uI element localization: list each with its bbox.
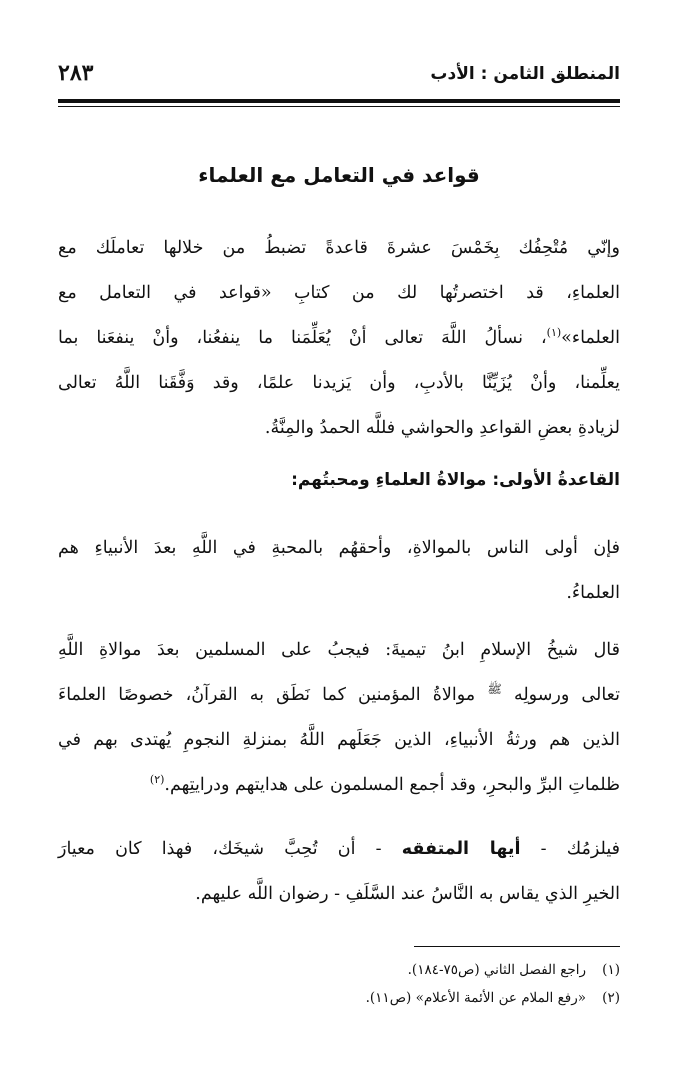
intro-line-5: لزيادةِ بعضِ القواعدِ والحواشي فللَّه الحمدُ والمِنَّةُ. <box>264 418 620 438</box>
closing-before: فيلزمُك - <box>540 839 620 859</box>
rule-one-line-1: فإن أولى الناس بالموالاةِ، وأحقهُم بالمحبةِ في اللَّهِ بعدَ الأنبياءِ هم <box>58 538 620 558</box>
closing-bold-phrase: أيها المتفقه <box>401 839 521 859</box>
running-head <box>58 58 620 92</box>
footnote-2-number: (٢) <box>602 990 620 1006</box>
intro-line-1: وإنّي مُتْحِفُك بِخَمْسَ عشرةَ قاعدةً تضبطُ من خلالها تعاملَك مع <box>58 238 620 258</box>
footnote-1-number: (١) <box>602 962 620 978</box>
footnotes <box>58 956 620 1012</box>
intro-paragraph <box>58 226 620 451</box>
closing-paragraph <box>58 827 620 917</box>
quote-line-4 <box>58 763 620 808</box>
header-rule-thick <box>58 99 620 103</box>
intro-line-3b: ، نسألُ اللَّهَ تعالى أنْ يُعَلِّمَنا ما ينفعُنا، وأنْ ينفعَنا بما <box>58 328 547 348</box>
closing-after: - أن تُحِبَّ شيخَك، فهذا كان معيارَ <box>58 839 382 859</box>
closing-line-1 <box>58 827 620 872</box>
salawat-glyph: ﷺ <box>487 682 502 697</box>
quote-line-2 <box>58 673 620 718</box>
quote-line-3: الذين هم ورثةُ الأنبياءِ، الذين جَعَلَهم اللَّهُ بمنزلةِ النجومِ يُهتدى بهم في <box>58 730 620 750</box>
footnote-1-text: راجع الفصل الثاني (ص٧٥-١٨٤). <box>407 962 586 978</box>
footnote-2 <box>58 984 620 1012</box>
footnote-1 <box>58 956 620 984</box>
section-heading: قواعد في التعامل مع العلماء <box>198 163 480 187</box>
intro-line-3a: العلماء» <box>561 328 620 348</box>
quote-paragraph <box>58 628 620 808</box>
quote-line-1: قال شيخُ الإسلامِ ابنُ تيميةَ: فيجبُ على المسلمين بعدَ موالاةِ اللَّهِ <box>58 640 620 660</box>
rule-one-paragraph <box>58 526 620 616</box>
intro-line-2: العلماءِ، قد اختصرتُها لك من كتابِ «قواعد في التعامل مع <box>58 283 620 303</box>
rule-one-line-2: العلماءُ. <box>566 583 620 603</box>
footnote-ref-1[interactable]: (١) <box>546 326 562 340</box>
page-number: ٢٨٣ <box>58 60 94 86</box>
intro-line-3 <box>58 316 620 361</box>
book-page <box>58 0 620 1078</box>
footnote-2-text: «رفع الملام عن الأئمة الأعلام» (ص١١). <box>365 990 586 1006</box>
footnote-separator <box>414 946 620 947</box>
quote-line-2b: موالاةُ المؤمنين كما نَطَق به القرآنُ، خصوصًا العلماءَ <box>58 685 476 705</box>
quote-line-4a: ظلماتِ البرِّ والبحرِ، وقد أجمع المسلمون على هدايتهم ودرايتِهم. <box>164 775 620 795</box>
intro-line-4: يعلِّمنا، وأنْ يُزَيِّنَّا بالأدبِ، وأن يَزيدنا علمًا، وقد وَفَّقَنا اللَّهُ تعالى <box>58 373 620 393</box>
rule-one-title: القاعدةُ الأولى: موالاةُ العلماءِ ومحبتُهم: <box>291 470 620 490</box>
header-rule-thin <box>58 106 620 107</box>
quote-line-2a: تعالى ورسولِه <box>513 685 620 705</box>
footnote-ref-2[interactable]: (٢) <box>149 773 165 787</box>
closing-line-2: الخيرِ الذي يقاس به النَّاسُ عند السَّلَفِ - رضوان اللَّه عليهم. <box>195 884 620 904</box>
running-title: المنطلق الثامن : الأدب <box>430 64 620 84</box>
